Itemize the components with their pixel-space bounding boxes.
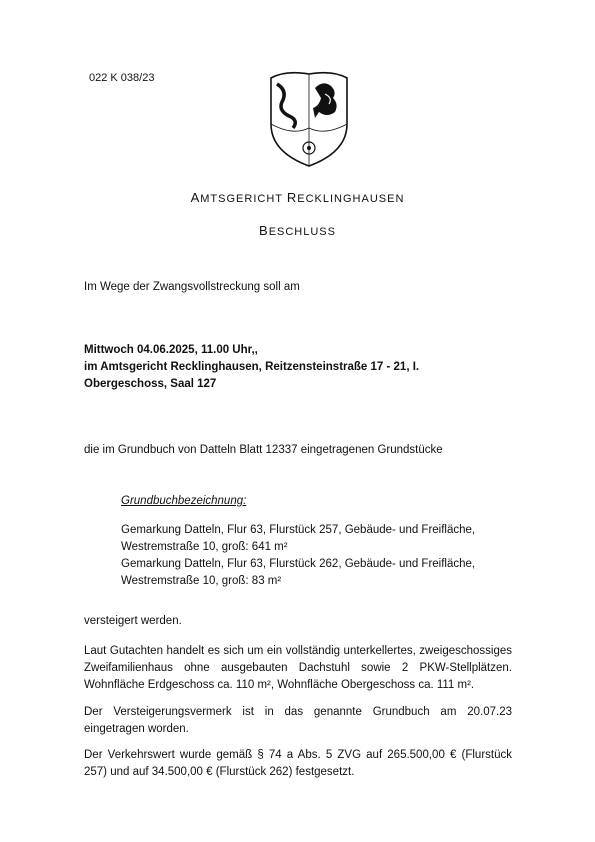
document-title: BESCHLUSS bbox=[259, 223, 336, 238]
case-number: 022 K 038/23 bbox=[89, 72, 155, 84]
auction-text: versteigert werden. bbox=[84, 615, 182, 627]
appointment-location: im Amtsgericht Recklinghausen, Reitzensteinstraße 17 - 21, I. bbox=[84, 361, 420, 373]
parcel-2-line2: Westremstraße 10, groß: 83 m² bbox=[121, 575, 282, 587]
parcel-1-line2: Westremstraße 10, groß: 641 m² bbox=[121, 541, 288, 553]
intro-text: Im Wege der Zwangsvollstreckung soll am bbox=[84, 281, 300, 293]
coat-of-arms-icon bbox=[263, 68, 355, 168]
register-heading: Grundbuchbezeichnung: bbox=[121, 495, 247, 507]
parcel-1-line1: Gemarkung Datteln, Flur 63, Flurstück 257, Gebäude- und Freifläche, bbox=[121, 524, 476, 536]
property-intro: die im Grundbuch von Datteln Blatt 12337 eingetragenen Grundstücke bbox=[84, 444, 443, 456]
appointment-room: Obergeschoss, Saal 127 bbox=[84, 378, 217, 390]
market-value-text: Der Verkehrswert wurde gemäß § 74 a Abs. 5 ZVG auf 265.500,00 € (Flurstück 257) und auf 34.500,00 € (Flurstück 262) festgesetzt. bbox=[84, 749, 512, 778]
appointment-date: Mittwoch 04.06.2025, 11.00 Uhr,, bbox=[84, 344, 258, 356]
appointment bbox=[84, 342, 512, 393]
parcel-2-line1: Gemarkung Datteln, Flur 63, Flurstück 262, Gebäude- und Freifläche, bbox=[121, 558, 476, 570]
registration-note: Der Versteigerungsvermerk ist in das genannte Grundbuch am 20.07.23 eingetragen worden. bbox=[84, 706, 512, 735]
court-name: AMTSGERICHT RECKLINGHAUSEN bbox=[190, 190, 405, 205]
appraisal-text: Laut Gutachten handelt es sich um ein vollständig unterkellertes, zweigeschossiges Zweifamilienhaus ohne ausgebauten Dachstuhl sowie 2 PKW-Stellplätzen. Wohnfläche Erdgeschoss ca. 110 m², Wohnfläche Obergeschoss ca. 111 m². bbox=[84, 645, 512, 691]
parcel-list bbox=[121, 522, 521, 590]
